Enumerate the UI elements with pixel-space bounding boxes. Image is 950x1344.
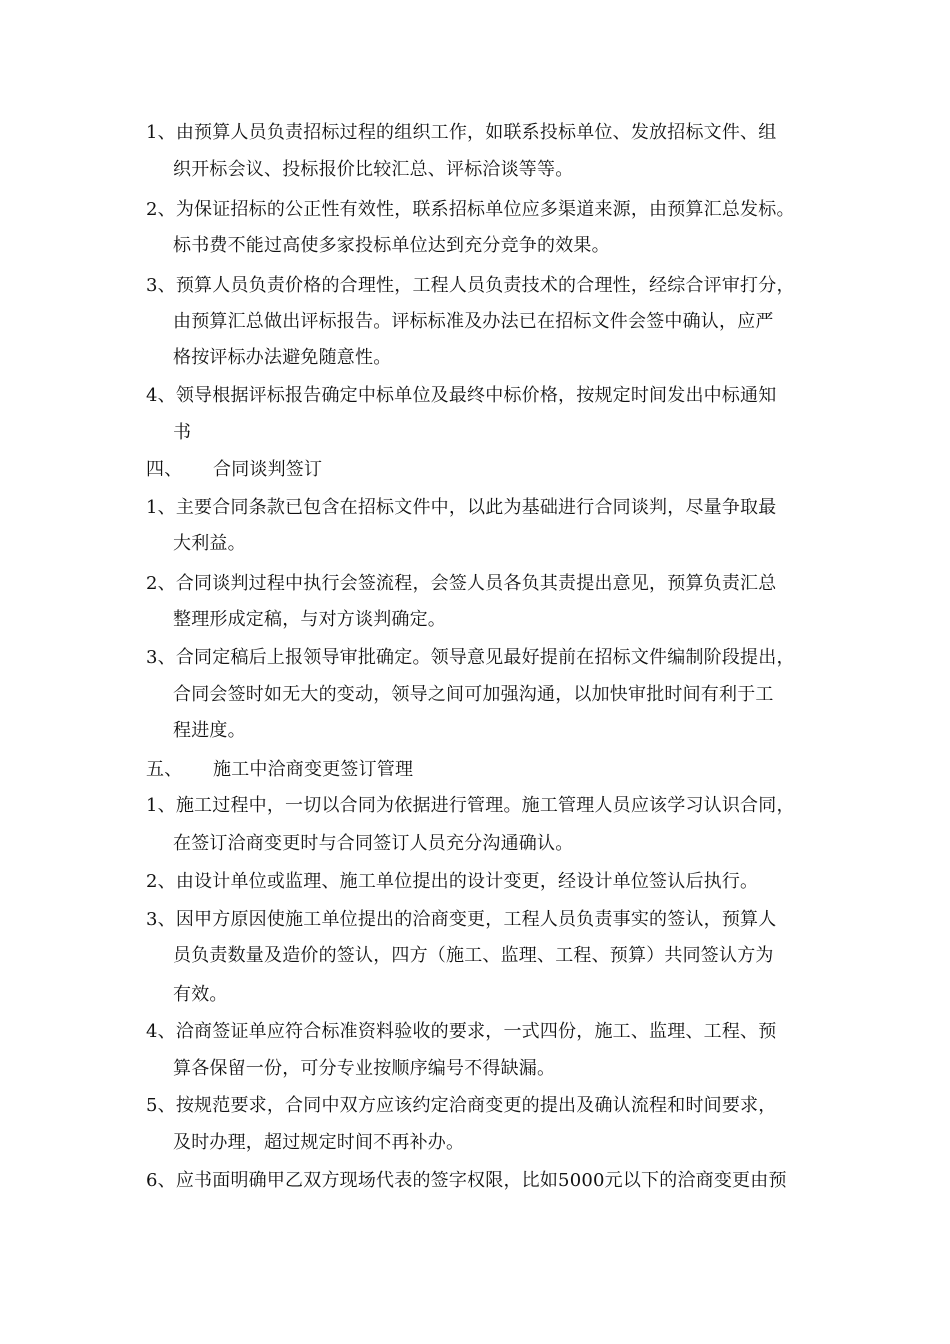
paragraph-line: 1、施工过程中，一切以合同为依据进行管理。施工管理人员应该学习认识合同， <box>146 795 795 816</box>
paragraph-line: 书 <box>173 422 192 443</box>
paragraph-line: 5、按规范要求，合同中双方应该约定洽商变更的提出及确认流程和时间要求， <box>146 1095 777 1116</box>
section-heading-number: 五、 <box>146 759 183 780</box>
paragraph-line: 织开标会议、投标报价比较汇总、评标洽谈等等。 <box>173 159 574 180</box>
paragraph-line: 在签订洽商变更时与合同签订人员充分沟通确认。 <box>173 833 574 854</box>
paragraph-line: 及时办理，超过规定时间不再补办。 <box>173 1132 465 1153</box>
paragraph-line: 算各保留一份，可分专业按顺序编号不得缺漏。 <box>173 1058 556 1079</box>
paragraph-line: 3、因甲方原因使施工单位提出的洽商变更，工程人员负责事实的签认，预算人 <box>146 909 777 930</box>
paragraph-line: 1、主要合同条款已包含在招标文件中，以此为基础进行合同谈判，尽量争取最 <box>146 497 777 518</box>
paragraph-line: 2、为保证招标的公正性有效性，联系招标单位应多渠道来源，由预算汇总发标。 <box>146 199 795 220</box>
section-heading-title: 合同谈判签订 <box>213 459 323 480</box>
paragraph-line: 有效。 <box>173 984 228 1005</box>
paragraph-line: 整理形成定稿，与对方谈判确定。 <box>173 609 446 630</box>
paragraph-line: 由预算汇总做出评标报告。评标标准及办法已在招标文件会签中确认，应严 <box>173 311 774 332</box>
paragraph-line: 合同会签时如无大的变动，领导之间可加强沟通，以加快审批时间有利于工 <box>173 684 774 705</box>
section-heading-title: 施工中洽商变更签订管理 <box>213 759 414 780</box>
paragraph-line: 4、领导根据评标报告确定中标单位及最终中标价格，按规定时间发出中标通知 <box>146 385 777 406</box>
paragraph-line: 格按评标办法避免随意性。 <box>173 347 392 368</box>
paragraph-line: 大利益。 <box>173 533 246 554</box>
paragraph-line: 4、洽商签证单应符合标准资料验收的要求，一式四份，施工、监理、工程、预 <box>146 1021 777 1042</box>
paragraph-line: 3、预算人员负责价格的合理性，工程人员负责技术的合理性，经综合评审打分， <box>146 275 795 296</box>
paragraph-line: 程进度。 <box>173 720 246 741</box>
paragraph-line: 员负责数量及造价的签认，四方（施工、监理、工程、预算）共同签认方为 <box>173 945 774 966</box>
section-heading-number: 四、 <box>146 459 183 480</box>
paragraph-line: 2、合同谈判过程中执行会签流程，会签人员各负其责提出意见，预算负责汇总 <box>146 573 777 594</box>
paragraph-line: 标书费不能过高使多家投标单位达到充分竞争的效果。 <box>173 235 610 256</box>
paragraph-line: 6、应书面明确甲乙双方现场代表的签字权限，比如5000元以下的洽商变更由预 <box>146 1170 787 1191</box>
paragraph-line: 3、合同定稿后上报领导审批确定。领导意见最好提前在招标文件编制阶段提出， <box>146 647 795 668</box>
paragraph-line: 1、由预算人员负责招标过程的组织工作，如联系投标单位、发放招标文件、组 <box>146 122 777 143</box>
paragraph-line: 2、由设计单位或监理、施工单位提出的设计变更，经设计单位签认后执行。 <box>146 871 759 892</box>
